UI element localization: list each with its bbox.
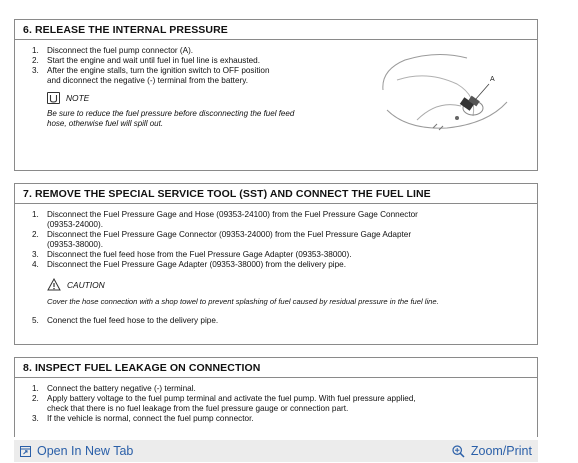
- zoom-print-label: Zoom/Print: [470, 444, 532, 458]
- section-6-card: [14, 19, 538, 171]
- step-text: Disconnect the fuel feed hose from the Fuel Pressure Gage Adapter (09353-38000).: [47, 250, 352, 259]
- list-item: [15, 404, 537, 414]
- step-number: 4.: [32, 260, 39, 269]
- fuel-pump-illustration: [377, 50, 519, 134]
- step-number: 2.: [32, 230, 39, 239]
- step-text: Connect the battery negative (-) terminal.: [47, 384, 196, 393]
- step-number: 1.: [32, 46, 39, 55]
- list-item: [15, 316, 537, 326]
- section-8-title: 8. INSPECT FUEL LEAKAGE ON CONNECTION: [15, 358, 537, 378]
- section-7-card: [14, 183, 538, 345]
- step-number: 2.: [32, 56, 39, 65]
- list-item: [15, 230, 537, 240]
- list-item: [15, 240, 537, 250]
- caution-label: CAUTION: [67, 279, 105, 290]
- step-text: Conenct the fuel feed hose to the delivery pipe.: [47, 316, 219, 325]
- note-line: Be sure to reduce the fuel pressure before disconnecting the fuel feed: [47, 109, 295, 118]
- caution-header: [47, 278, 537, 291]
- step-text: check that there is no fuel leakage from the fuel pressure gauge or connection part.: [47, 404, 349, 413]
- section-8-card: [14, 357, 538, 437]
- zoom-in-icon: [452, 445, 465, 458]
- note-icon: [47, 92, 60, 104]
- list-item: [15, 394, 537, 404]
- list-item: [15, 210, 537, 220]
- section-7-title: 7. REMOVE THE SPECIAL SERVICE TOOL (SST) AND CONNECT THE FUEL LINE: [15, 184, 537, 204]
- open-new-tab-icon: [20, 446, 31, 457]
- figure-callout-a: A: [490, 76, 495, 83]
- step-text: Disconnect the Fuel Pressure Gage and Hose (09353-24100) from the Fuel Pressure Gage Connector: [47, 210, 418, 219]
- step-text: Disconnect the Fuel Pressure Gage Connector (09353-24000) from the Fuel Pressure Gage Adapter: [47, 230, 412, 239]
- step-text: After the engine stalls, turn the ignition switch to OFF position: [47, 66, 270, 75]
- step-number: 3.: [32, 250, 39, 259]
- zoom-print-link[interactable]: [452, 444, 532, 458]
- step-text: (09353-24000).: [47, 220, 103, 229]
- step-text: Disconnect the Fuel Pressure Gage Adapter (09353-38000) from the delivery pipe.: [47, 260, 347, 269]
- step-text: Start the engine and wait until fuel in fuel line is exhausted.: [47, 56, 261, 65]
- caution-text: Cover the hose connection with a shop towel to prevent splashing of fuel caused by residual pressure in the fuel line.: [47, 297, 439, 306]
- list-item: [15, 384, 537, 394]
- section-7-steps: [15, 204, 537, 270]
- open-new-tab-link[interactable]: [20, 444, 133, 458]
- list-item: [15, 220, 537, 230]
- step-number: 3.: [32, 66, 39, 75]
- note-line: hose, otherwise fuel will spill out.: [47, 119, 164, 128]
- step-text: Disconnect the fuel pump connector (A).: [47, 46, 194, 55]
- section-7-step-5: [15, 307, 537, 326]
- step-number: 2.: [32, 394, 39, 403]
- step-number: 3.: [32, 414, 39, 423]
- list-item: [15, 414, 537, 424]
- step-number: 1.: [32, 210, 39, 219]
- list-item: [15, 250, 537, 260]
- step-text: (09353-38000).: [47, 240, 103, 249]
- action-bar: [14, 440, 538, 462]
- caution-box: [47, 278, 537, 307]
- step-text: If the vehicle is normal, connect the fuel pump connector.: [47, 414, 254, 423]
- step-text: and diconnect the negative (-) terminal from the battery.: [47, 76, 248, 85]
- list-item: [15, 260, 537, 270]
- step-number: 5.: [32, 316, 39, 325]
- step-number: 1.: [32, 384, 39, 393]
- step-text: Apply battery voltage to the fuel pump terminal and activate the fuel pump. With fuel pressure applied,: [47, 394, 416, 403]
- note-label: NOTE: [66, 93, 90, 103]
- section-8-steps: [15, 378, 537, 424]
- section-6-title: 6. RELEASE THE INTERNAL PRESSURE: [15, 20, 537, 40]
- caution-icon: [47, 278, 61, 291]
- open-new-tab-label: Open In New Tab: [37, 444, 134, 458]
